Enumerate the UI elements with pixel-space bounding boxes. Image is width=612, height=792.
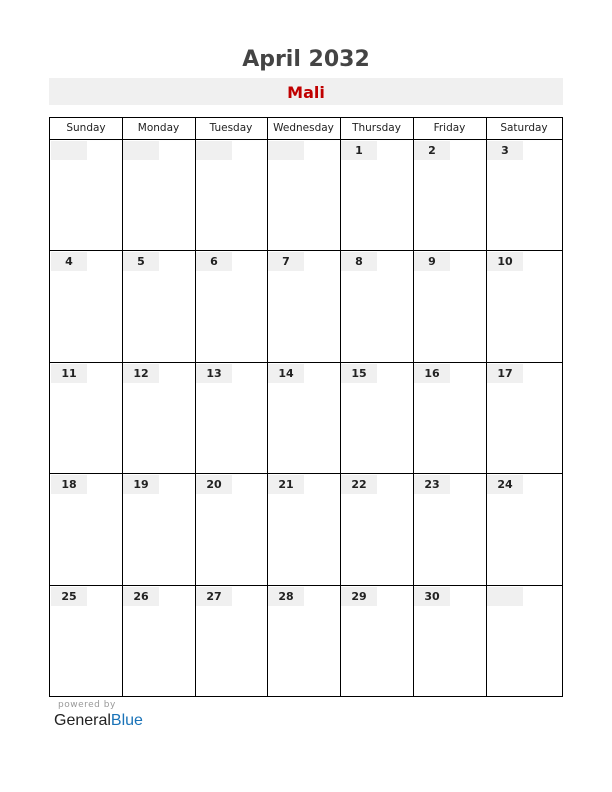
column-divider xyxy=(340,118,341,696)
day-number: 6 xyxy=(196,252,232,271)
column-divider xyxy=(195,118,196,696)
day-number: 30 xyxy=(414,587,450,606)
day-number: 26 xyxy=(123,587,159,606)
empty-day-cell xyxy=(51,141,87,160)
row-divider xyxy=(50,362,562,363)
day-number: 7 xyxy=(268,252,304,271)
day-number: 9 xyxy=(414,252,450,271)
empty-day-cell xyxy=(487,587,523,606)
weekday-header-tuesday: Tuesday xyxy=(209,122,253,134)
powered-by-text: powered by xyxy=(58,700,116,710)
day-number: 17 xyxy=(487,364,523,383)
day-number: 23 xyxy=(414,475,450,494)
calendar-grid xyxy=(49,117,563,697)
day-number: 18 xyxy=(51,475,87,494)
day-number: 2 xyxy=(414,141,450,160)
country-banner xyxy=(49,78,563,105)
day-number: 27 xyxy=(196,587,232,606)
day-number: 4 xyxy=(51,252,87,271)
brand-blue: Blue xyxy=(110,712,143,729)
page-title: April 2032 xyxy=(242,47,370,72)
day-number: 13 xyxy=(196,364,232,383)
day-number: 16 xyxy=(414,364,450,383)
row-divider xyxy=(50,139,562,140)
day-number: 15 xyxy=(341,364,377,383)
country-name: Mali xyxy=(287,83,325,102)
row-divider xyxy=(50,250,562,251)
day-number: 5 xyxy=(123,252,159,271)
empty-day-cell xyxy=(123,141,159,160)
day-number: 8 xyxy=(341,252,377,271)
weekday-header-saturday: Saturday xyxy=(500,122,548,134)
row-divider xyxy=(50,585,562,586)
day-number: 3 xyxy=(487,141,523,160)
day-number: 10 xyxy=(487,252,523,271)
empty-day-cell xyxy=(268,141,304,160)
weekday-header-monday: Monday xyxy=(137,122,180,134)
day-number: 1 xyxy=(341,141,377,160)
day-number: 25 xyxy=(51,587,87,606)
row-divider xyxy=(50,473,562,474)
generalblue-logo[interactable] xyxy=(54,712,143,730)
day-number: 24 xyxy=(487,475,523,494)
column-divider xyxy=(267,118,268,696)
day-number: 21 xyxy=(268,475,304,494)
day-number: 29 xyxy=(341,587,377,606)
day-number: 12 xyxy=(123,364,159,383)
weekday-header-thursday: Thursday xyxy=(352,122,401,134)
day-number: 22 xyxy=(341,475,377,494)
day-number: 20 xyxy=(196,475,232,494)
day-number: 11 xyxy=(51,364,87,383)
day-number: 19 xyxy=(123,475,159,494)
weekday-header-friday: Friday xyxy=(433,122,466,134)
weekday-header-sunday: Sunday xyxy=(66,122,106,134)
column-divider xyxy=(122,118,123,696)
column-divider xyxy=(413,118,414,696)
column-divider xyxy=(486,118,487,696)
brand-general: General xyxy=(54,712,111,729)
empty-day-cell xyxy=(196,141,232,160)
weekday-header-wednesday: Wednesday xyxy=(273,122,334,134)
day-number: 28 xyxy=(268,587,304,606)
day-number: 14 xyxy=(268,364,304,383)
